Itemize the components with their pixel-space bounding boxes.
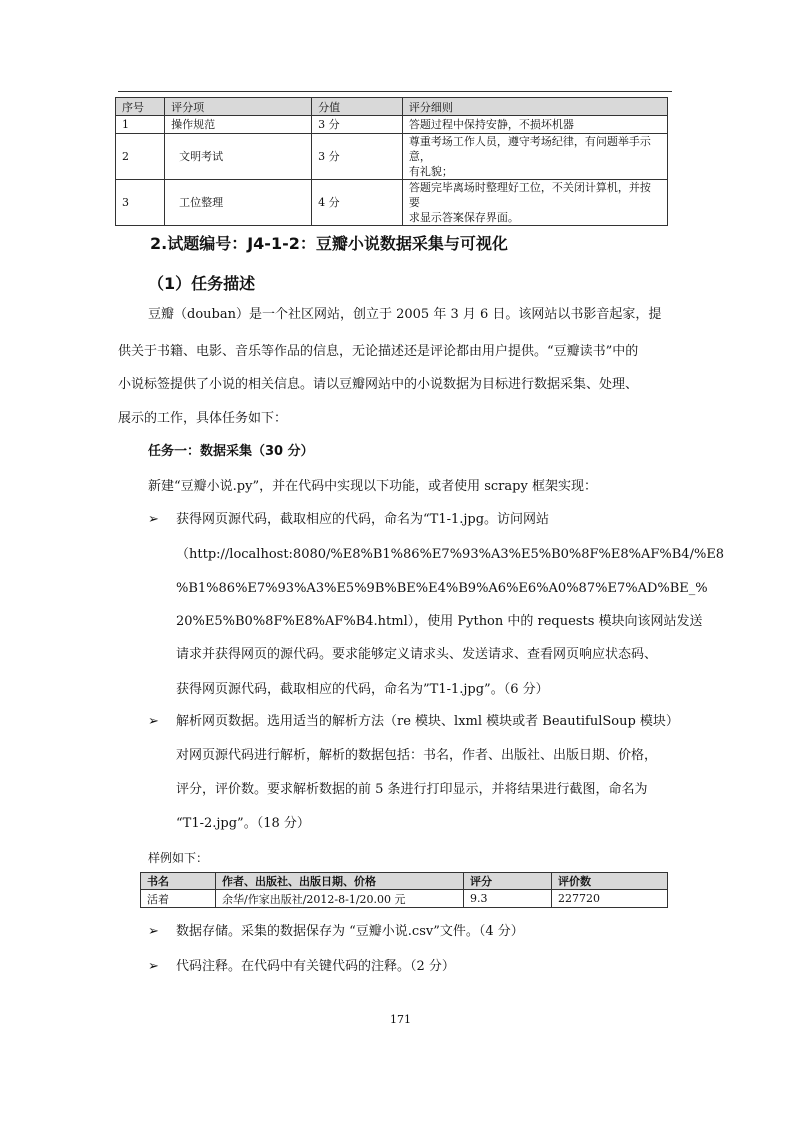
table-cell: 4 分 (312, 180, 403, 226)
table-cell (402, 134, 667, 180)
score-table (115, 97, 668, 226)
task1-intro: 新建“豆瓣小说.py”，并在代码中实现以下功能，或者使用 scrapy 框架实现： (148, 479, 597, 494)
bullet1-line: 20%E5%B0%8F%E8%AF%B4.html），使用 Python 中的 requests 模块向该网站发送 (176, 614, 703, 629)
table-cell: 余华/作家出版社/2012-8-1/20.00 元 (216, 890, 464, 908)
table-cell: 活着 (141, 890, 216, 908)
bullet2-line: 解析网页数据。选用适当的解析方法（re 模块、lxml 模块或者 BeautifulSoup 模块） (176, 714, 679, 729)
subsection-title: （1）任务描述 (148, 274, 256, 293)
cell-line: 有礼貌； (408, 165, 453, 178)
header-cell: 评分 (464, 873, 552, 890)
bullet3-line: 数据存储。采集的数据保存为 “豆瓣小说.csv”文件。（4 分） (176, 924, 524, 939)
bullet2-line: 对网页源代码进行解析，解析的数据包括：书名，作者、出版社、出版日期、价格， (176, 748, 658, 763)
intro-line: 豆瓣（douban）是一个社区网站，创立于 2005 年 3 月 6 日。该网站以书影音起家，提 (148, 307, 662, 322)
header-rule (118, 91, 672, 92)
arrow-bullet-icon: ➢ (148, 512, 159, 527)
bullet4-line: 代码注释。在代码中有关键代码的注释。（2 分） (176, 959, 455, 974)
table-cell: 227720 (552, 890, 668, 908)
header-cell: 评分项 (165, 98, 312, 116)
arrow-bullet-icon: ➢ (148, 959, 159, 974)
intro-line: 展示的工作，具体任务如下： (118, 411, 288, 426)
cell-line: 尊重考场工作人员，遵守考场纪律，有问题举手示意， (408, 135, 651, 163)
table-cell: 工位整理 (165, 180, 312, 226)
table-cell: 答题过程中保持安静，不损坏机器 (402, 116, 667, 134)
bullet2-line: 评分，评价数。要求解析数据的前 5 条进行打印显示，并将结果进行截图，命名为 (176, 782, 648, 797)
cell-line: 答题完毕离场时整理好工位，不关闭计算机，并按要 (408, 181, 651, 209)
header-cell: 评价数 (552, 873, 668, 890)
arrow-bullet-icon: ➢ (148, 924, 159, 939)
sample-table (140, 872, 668, 908)
section-title: 2.试题编号：J4-1-2：豆瓣小说数据采集与可视化 (150, 234, 508, 253)
bullet2-line: “T1-2.jpg”。（18 分） (176, 816, 310, 831)
table-cell: 2 (116, 134, 165, 180)
header-cell: 分值 (312, 98, 403, 116)
table-cell: 3 (116, 180, 165, 226)
table-cell: 3 分 (312, 116, 403, 134)
intro-line: 小说标签提供了小说的相关信息。请以豆瓣网站中的小说数据为目标进行数据采集、处理、 (118, 377, 639, 392)
bullet1-line: （http://localhost:8080/%E8%B1%86%E7%93%A3%E5%B0%8F%E8%AF%B4/%E8 (176, 547, 725, 562)
table-row (116, 116, 668, 134)
bullet1-line: 获得网页源代码，截取相应的代码，命名为“T1-1.jpg。访问网站 (176, 512, 550, 527)
table-cell: 1 (116, 116, 165, 134)
table-cell: 操作规范 (165, 116, 312, 134)
header-cell: 作者、出版社、出版日期、价格 (216, 873, 464, 890)
header-cell: 序号 (116, 98, 165, 116)
task1-title: 任务一：数据采集（30 分） (148, 444, 314, 459)
bullet1-line: 请求并获得网页的源代码。要求能够定义请求头、发送请求、查看网页响应状态码、 (176, 647, 658, 662)
table-cell: 9.3 (464, 890, 552, 908)
table-cell: 文明考试 (165, 134, 312, 180)
intro-line: 供关于书籍、电影、音乐等作品的信息，无论描述还是评论都由用户提供。“豆瓣读书”中的 (118, 344, 639, 359)
table-cell: 3 分 (312, 134, 403, 180)
table-row (116, 180, 668, 226)
table-header-row (116, 98, 668, 116)
table-row (141, 890, 668, 908)
arrow-bullet-icon: ➢ (148, 714, 159, 729)
page-number: 171 (390, 1013, 411, 1026)
bullet1-line: %B1%86%E7%93%A3%E5%9B%BE%E4%B9%A6%E6%A0%87%E7%AD%BE_% (176, 581, 708, 596)
cell-line: 求显示答案保存界面。 (408, 211, 519, 224)
table-row (116, 134, 668, 180)
table-header-row (141, 873, 668, 890)
bullet1-line: 获得网页源代码，截取相应的代码，命名为”T1-1.jpg”。（6 分） (176, 682, 549, 697)
header-cell: 评分细则 (402, 98, 667, 116)
header-cell: 书名 (141, 873, 216, 890)
sample-label: 样例如下： (148, 851, 209, 865)
table-cell (402, 180, 667, 226)
